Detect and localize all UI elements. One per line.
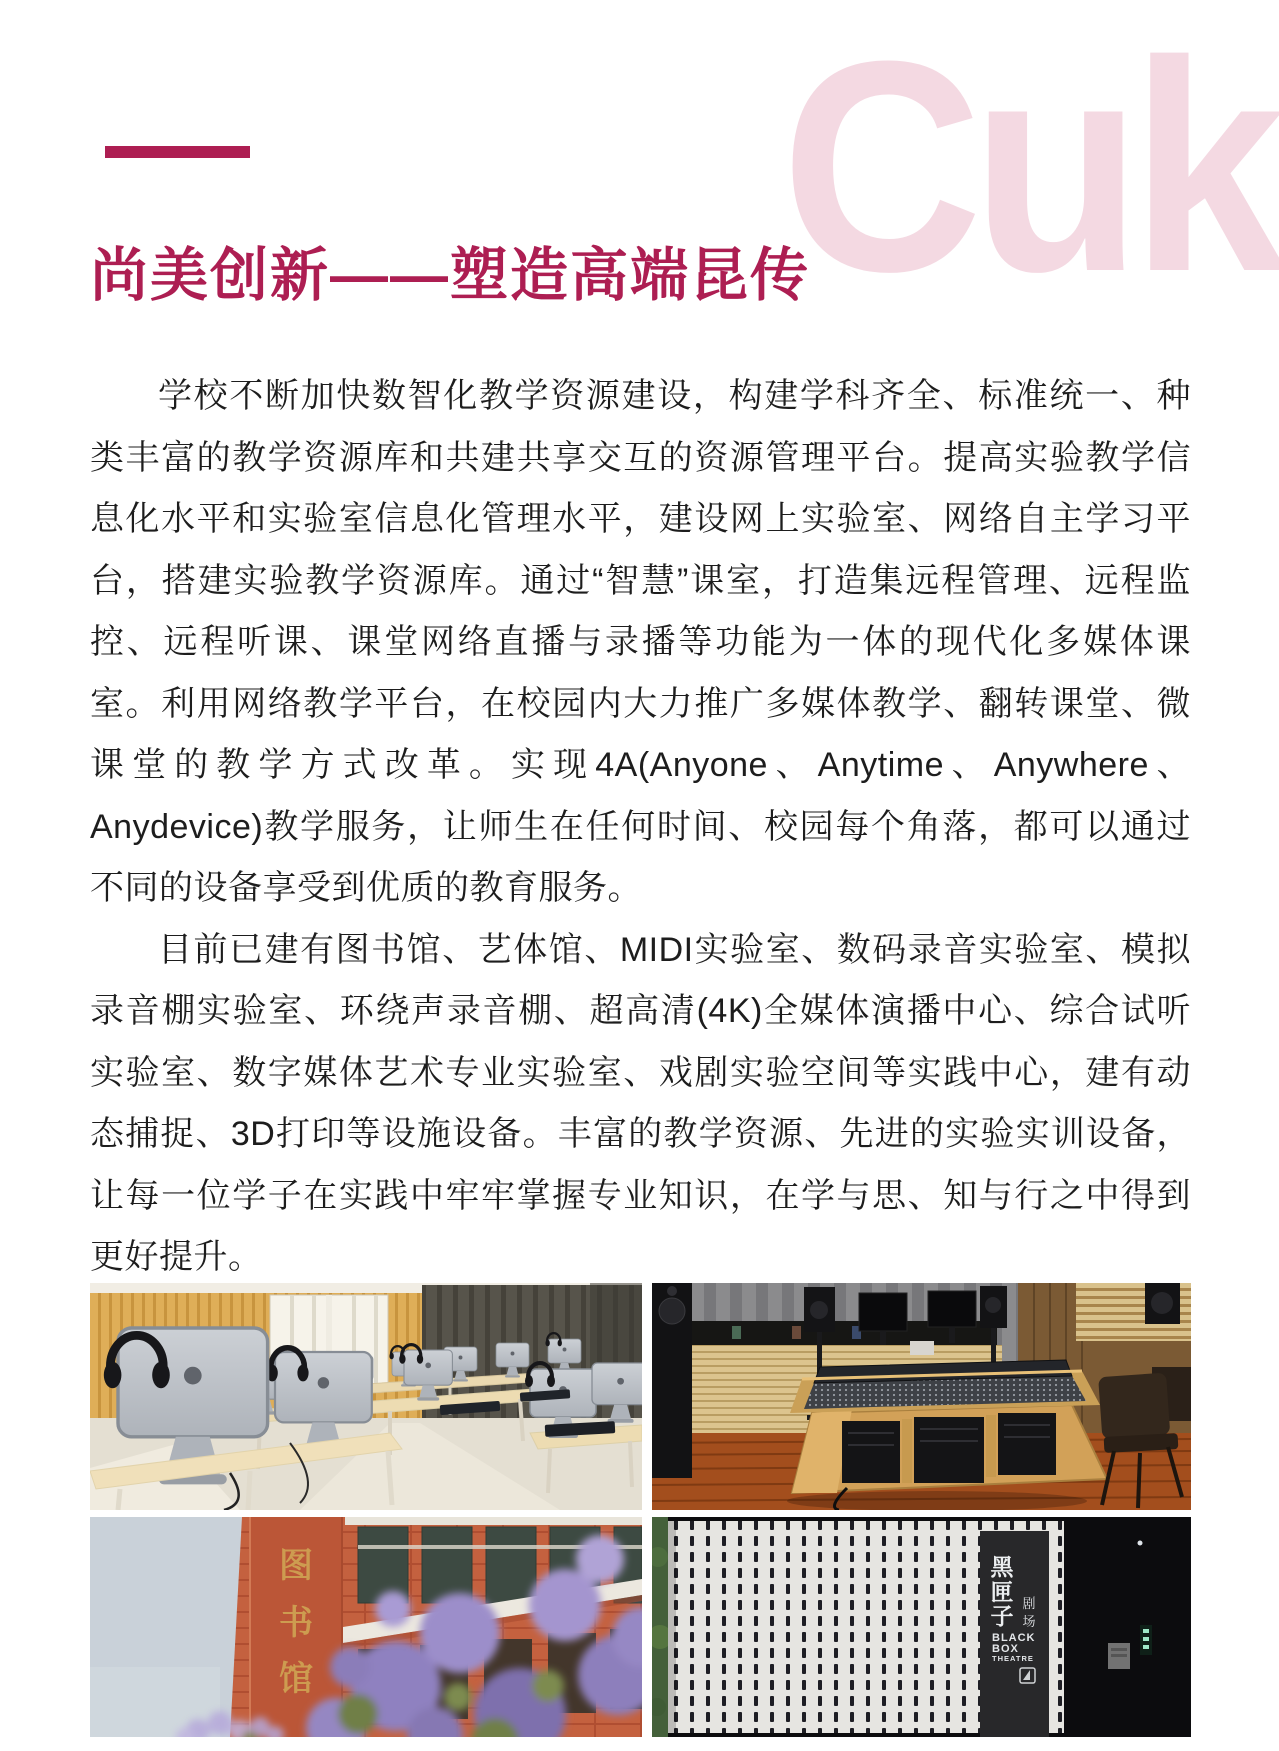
photo-black-box-theatre	[652, 1517, 1191, 1737]
theatre-sign-cn-large	[991, 1554, 1015, 1629]
theatre-sign-en-3: THEATRE	[992, 1654, 1034, 1663]
theatre-sign-small-char-1: 剧	[1022, 1596, 1036, 1611]
theatre-sign-char-3: 子	[990, 1603, 1014, 1629]
library-sign	[279, 1547, 313, 1698]
page-title: 尚美创新——塑造高端昆传	[90, 243, 811, 308]
theatre-sign-en-1: BLACK	[992, 1632, 1036, 1644]
photo-computer-lab	[90, 1283, 642, 1510]
library-sign-char-3: 馆	[279, 1660, 313, 1698]
photo-library-building	[90, 1517, 642, 1737]
accent-bar	[105, 146, 250, 158]
theatre-sign-small-char-2: 场	[1022, 1614, 1036, 1629]
watermark-text: Cuk	[781, 0, 1275, 334]
library-sign-char-2: 书	[279, 1604, 313, 1642]
photo-recording-studio	[652, 1283, 1191, 1510]
theatre-sign-char-1: 黑	[990, 1554, 1014, 1580]
theatre-sign-char-2: 匣	[990, 1579, 1014, 1605]
body-paragraph-2: 目前已建有图书馆、艺体馆、MIDI实验室、数码录音实验室、模拟录音棚实验室、环绕声录音棚、超高清(4K)全媒体演播中心、综合试听实验室、数字媒体艺术专业实验室、戏剧实验空间等实践中心，建有动态捕捉、3D打印等设施设备。丰富的教学资源、先进的实验实训设备，让每一位学子在实践中牢牢掌握专业知识，在学与思、知与行之中得到更好提升。	[90, 930, 1191, 1276]
body-paragraph-1: 学校不断加快数智化教学资源建设，构建学科齐全、标准统一、种类丰富的教学资源库和共建共享交互的资源管理平台。提高实验教学信息化水平和实验室信息化管理水平，建设网上实验室、网络自主学习平台，搭建实验教学资源库。通过“智慧”课室，打造集远程管理、远程监控、远程听课、课堂网络直播与录播等功能为一体的现代化多媒体课室。利用网络教学平台，在校园内大力推广多媒体教学、翻转课堂、微课堂的教学方式改革。实现4A(Anyone、Anytime、Anywhere、Anydevice)教学服务，让师生在任何时间、校园每个角落，都可以通过不同的设备享受到优质的教育服务。	[90, 377, 1191, 907]
body-text	[90, 366, 1191, 1289]
photo-grid	[90, 1283, 1191, 1737]
library-sign-char-1: 图	[279, 1547, 313, 1585]
theatre-sign-en-2: BOX	[992, 1643, 1019, 1655]
